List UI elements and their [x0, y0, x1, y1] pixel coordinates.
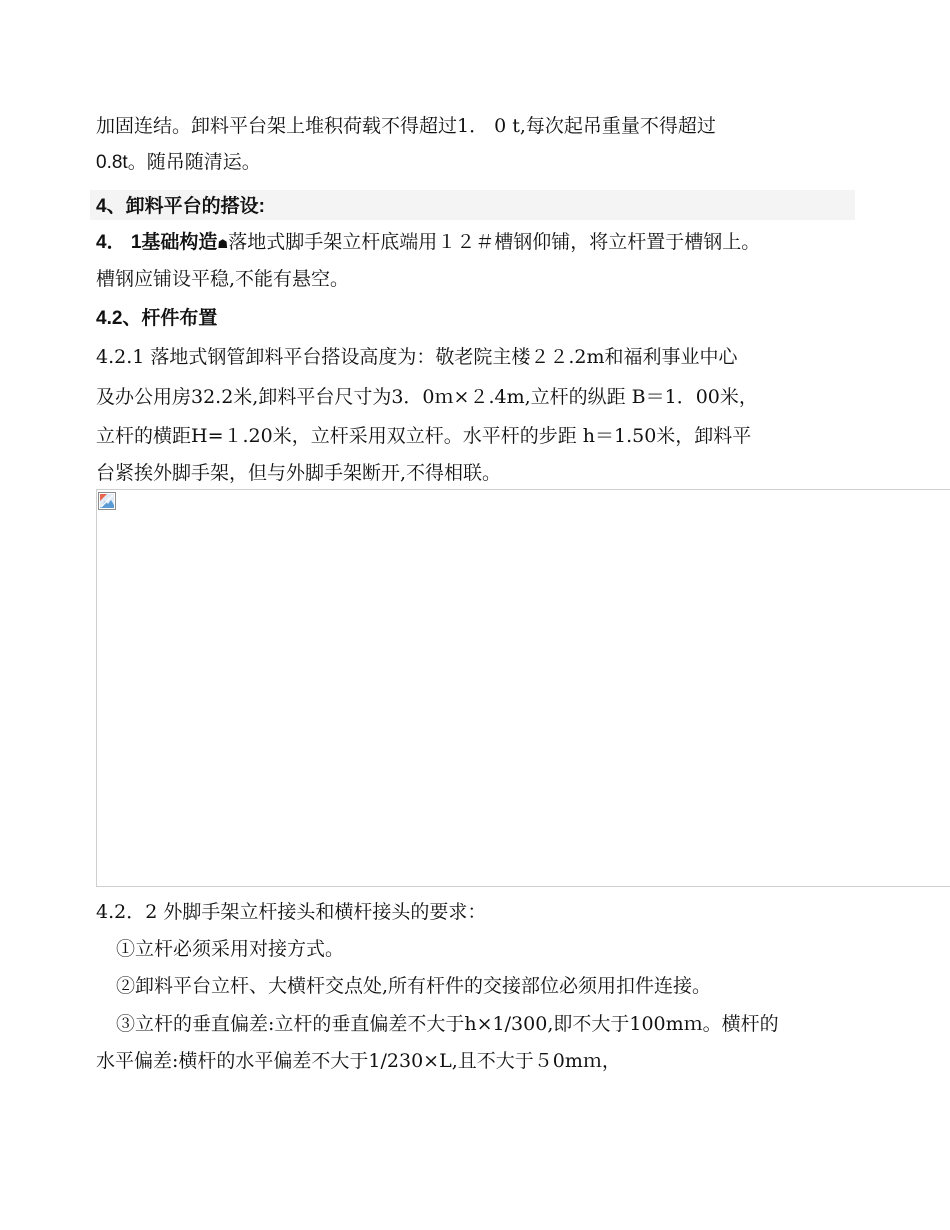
paragraph-line: 加固连结。卸料平台架上堆积荷载不得超过1． 0 t,每次起吊重量不得超过 [96, 115, 716, 137]
broken-image-icon [98, 492, 116, 510]
paragraph-line: 0.8t。随吊随清运。 [96, 152, 261, 173]
list-item: ③立杆的垂直偏差:立杆的垂直偏差不大于h×1/300,即不大于100mｍ。横杆的 [116, 1013, 779, 1035]
paragraph-line: 及办公用房32.2米,卸料平台尺寸为3．0ｍ×２.4m,立杆的纵距 B＝1．00米， [96, 386, 758, 408]
image-placeholder [96, 489, 950, 887]
paragraph-line: 4.2.1 落地式钢管卸料平台搭设高度为：敬老院主楼２２.2m和福利事业中心 [96, 346, 738, 368]
subsection-heading: 4.2、杆件布置 [96, 308, 218, 329]
paragraph-line: 台紧挨外脚手架，但与外脚手架断开,不得相联。 [96, 462, 502, 484]
paragraph-line: 槽钢应铺设平稳,不能有悬空。 [96, 268, 350, 290]
paragraph-line [96, 230, 760, 256]
subsection-heading: 4.2．2 外脚手架立杆接头和横杆接头的要求： [96, 901, 487, 923]
list-item: ①立杆必须采用对接方式。 [116, 938, 345, 960]
paragraph-text: 落地式脚手架立杆底端用１２＃槽钢仰铺，将立杆置于槽钢上。 [228, 231, 761, 253]
paragraph-line: 水平偏差:横杆的水平偏差不大于1/230×L,且不大于５0mｍ， [96, 1050, 621, 1072]
list-item: ②卸料平台立杆、大横杆交点处,所有杆件的交接部位必须用扣件连接。 [116, 975, 712, 997]
section-heading: 4、卸料平台的搭设: [96, 196, 265, 217]
paragraph-line: 立杆的横距H=１.20米，立杆采用双立杆。水平杆的步距 h＝1.50米，卸料平 [96, 425, 752, 447]
subsection-label: 4． 1基础构造 [96, 232, 218, 253]
bullet-mark-icon: ☗ [217, 237, 229, 251]
